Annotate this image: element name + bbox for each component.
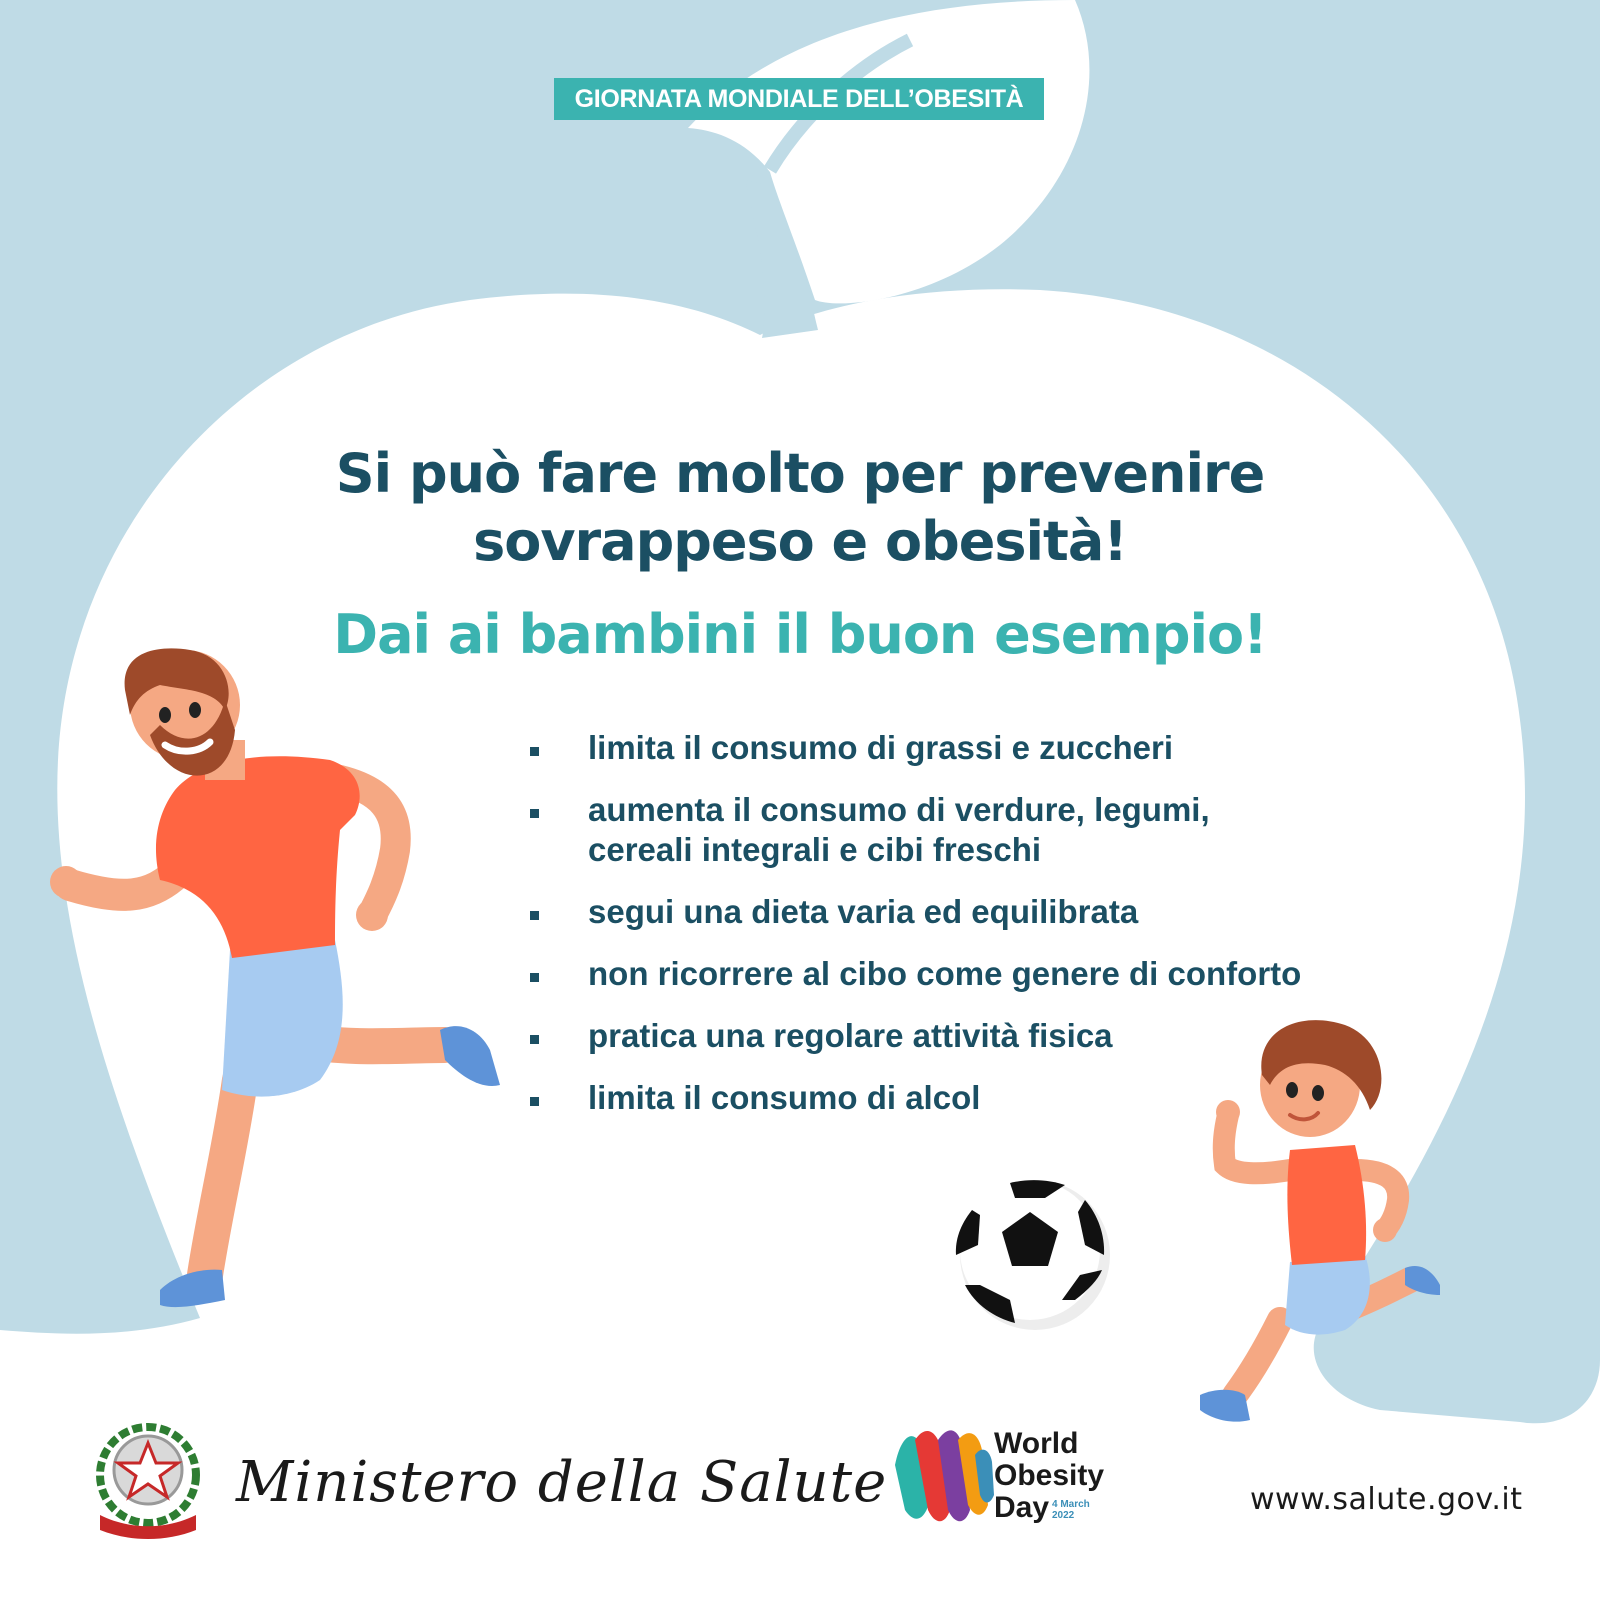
headline-line-1: Si può fare molto per prevenire (335, 442, 1265, 505)
wod-line-1: World (994, 1427, 1079, 1460)
headline (240, 440, 1360, 576)
tip-item (520, 892, 1340, 932)
wod-line-2: Obesity (994, 1459, 1105, 1492)
event-badge: GIORNATA MONDIALE DELL’OBESITÀ (554, 78, 1044, 120)
tip-item (520, 954, 1340, 994)
world-obesity-day-logo-icon (895, 1430, 994, 1521)
wod-date-line-1: 4 March (1052, 1499, 1090, 1510)
tip-text: segui una dieta varia ed equilibrata (588, 893, 1139, 930)
tip-item (520, 790, 1340, 870)
tip-item (520, 728, 1340, 768)
website-url: www.salute.gov.it (1250, 1482, 1523, 1517)
tip-item (520, 1016, 1340, 1056)
tip-item (520, 1078, 1340, 1118)
tip-text: limita il consumo di alcol (588, 1079, 981, 1116)
tips-list (520, 728, 1340, 1140)
wod-line-3: Day (994, 1491, 1050, 1524)
ministry-name: Ministero della Salute (236, 1450, 888, 1515)
tip-text: aumenta il consumo di verdure, legumi, (588, 791, 1210, 828)
tip-text: limita il consumo di grassi e zuccheri (588, 729, 1174, 766)
wod-date-line-2: 2022 (1052, 1510, 1075, 1521)
tip-text: non ricorrere al cibo come genere di conforto (588, 955, 1302, 992)
headline-line-2: sovrappeso e obesità! (473, 510, 1127, 573)
tip-text: cereali integrali e cibi freschi (588, 831, 1042, 868)
world-obesity-day-date (1052, 1499, 1090, 1521)
subheadline: Dai ai bambini il buon esempio! (333, 603, 1267, 666)
tip-text: pratica una regolare attività fisica (588, 1017, 1113, 1054)
